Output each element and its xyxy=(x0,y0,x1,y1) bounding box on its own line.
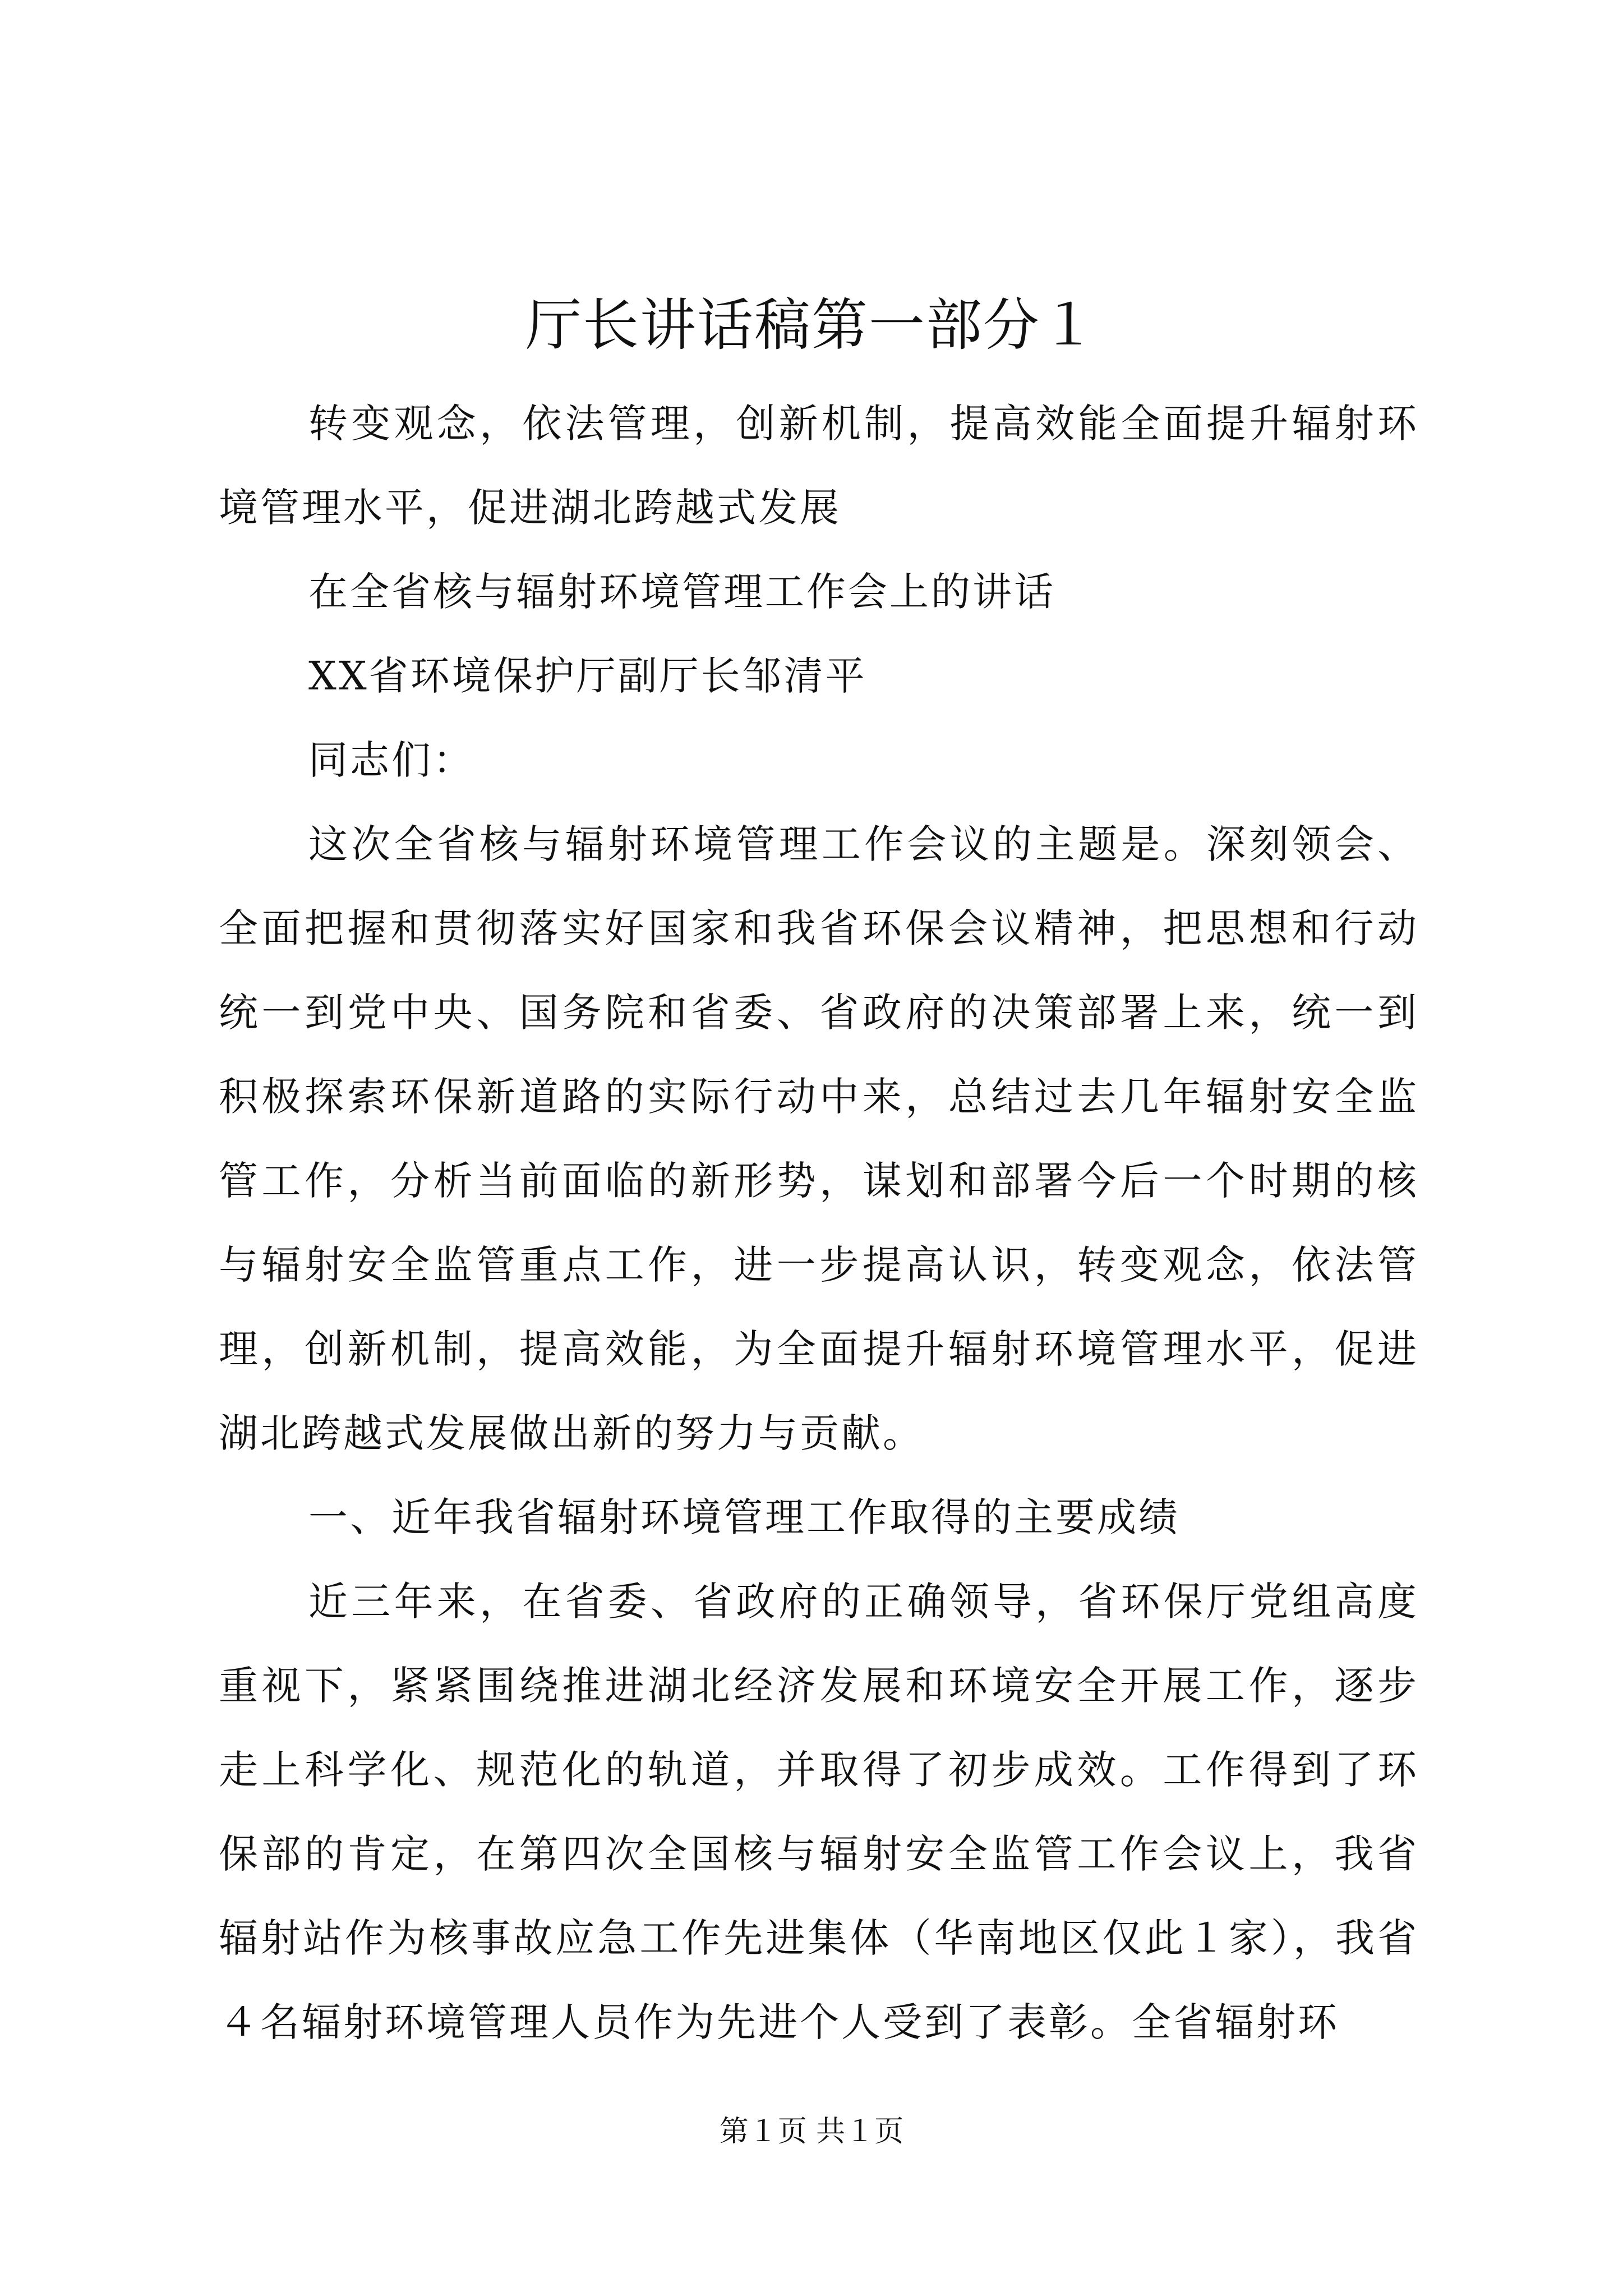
body-paragraph: 近三年来，在省委、省政府的正确领导，省环保厅党组高度重视下，紧紧围绕推进湖北经济发展和环境安全开展工作，逐步走上科学化、规范化的轨道，并取得了初步成效。工作得到了环保部的肯定，在第四次全国核与辐射安全监管工作会议上，我省辐射站作为核事故应急工作先进集体（华南地区仅此１家），我省４名辐射环境管理人员作为先进个人受到了表彰。全省辐射环 xyxy=(219,1579,1419,2045)
body-paragraph: 这次全省核与辐射环境管理工作会议的主题是。深刻领会、全面把握和贯彻落实好国家和我省环保会议精神，把思想和行动统一到党中央、国务院和省委、省政府的决策部署上来，统一到积极探索环保新道路的实际行动中来，总结过去几年辐射安全监管工作，分析当前面临的新形势，谋划和部署今后一个时期的核与辐射安全监管重点工作，进一步提高认识，转变观念，依法管理，创新机制，提高效能，为全面提升辐射环境管理水平，促进湖北跨越式发展做出新的努力与贡献。 xyxy=(219,821,1419,1456)
subtitle-paragraph: 转变观念，依法管理，创新机制，提高效能全面提升辐射环境管理水平，促进湖北跨越式发展 xyxy=(219,401,1419,531)
section-heading: 一、近年我省辐射环境管理工作取得的主要成绩 xyxy=(308,1494,1180,1540)
speaker-line: XX省环境保护厅副厅长邹清平 xyxy=(308,653,867,699)
document-body xyxy=(219,381,1419,2064)
page-footer: 第１页 共１页 xyxy=(719,2115,904,2148)
document-title: 厅长讲话稿第一部分１ xyxy=(525,292,1098,358)
salutation: 同志们： xyxy=(308,737,474,783)
occasion-line: 在全省核与辐射环境管理工作会上的讲话 xyxy=(308,569,1055,615)
